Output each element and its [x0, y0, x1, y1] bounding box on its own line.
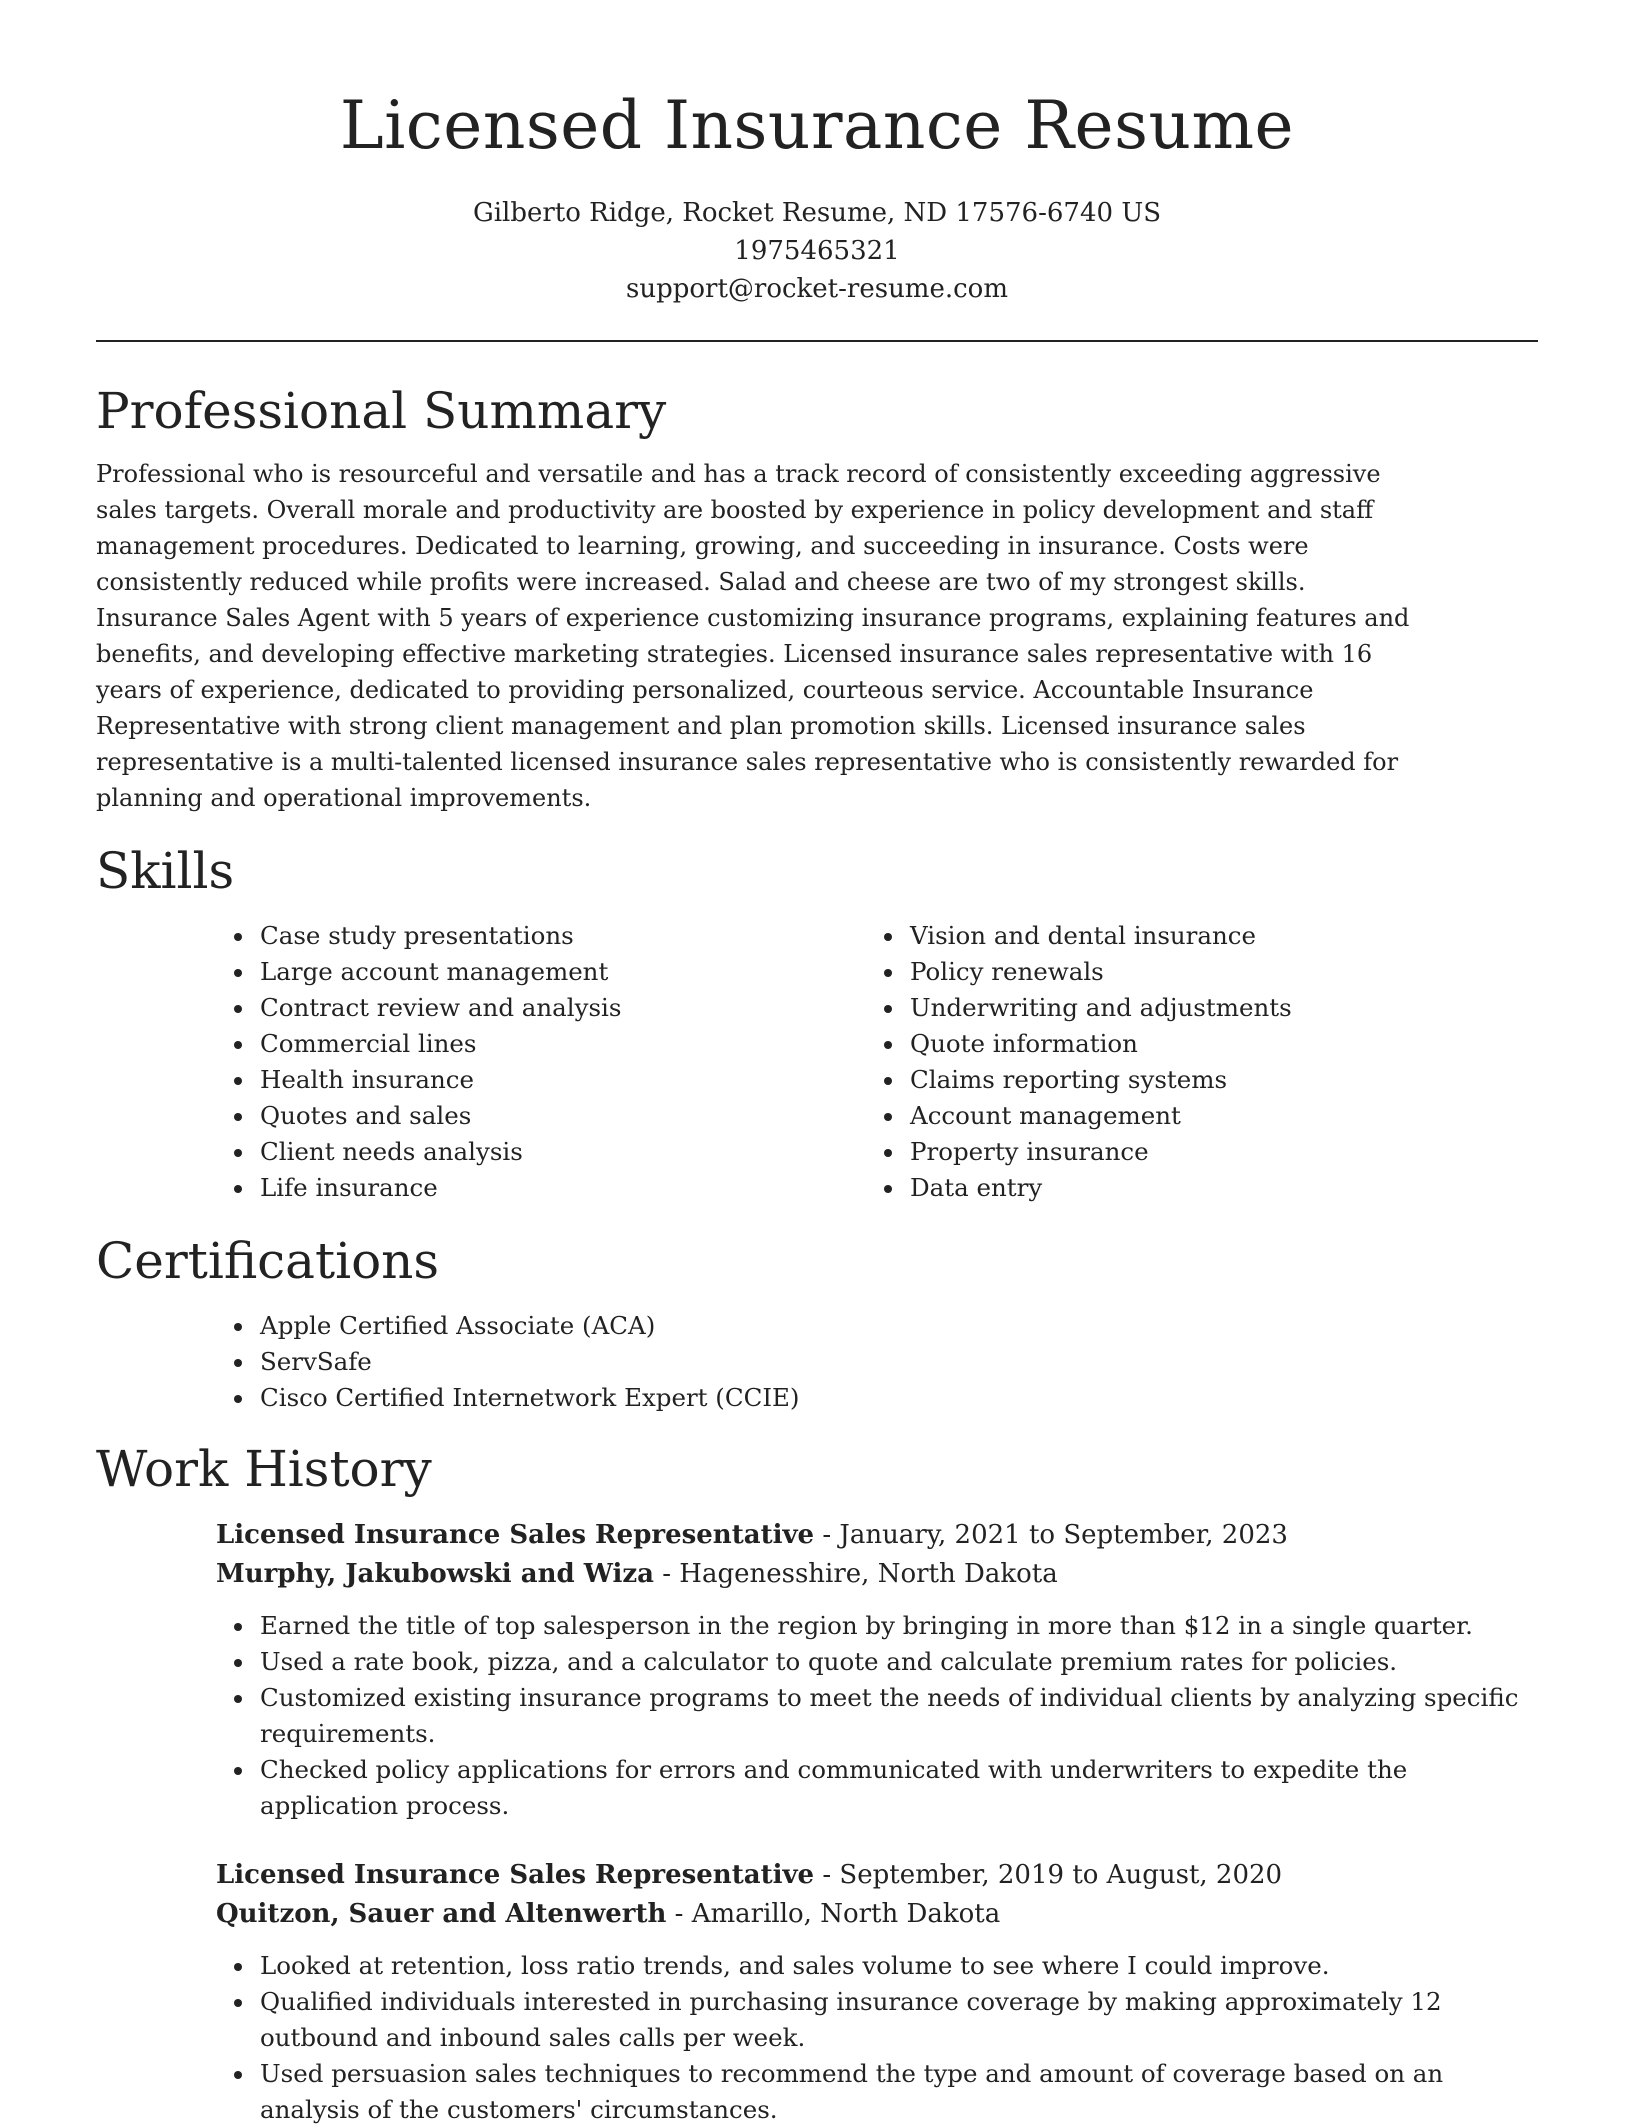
- job-dates: - January, 2021 to September, 2023: [814, 1520, 1288, 1550]
- list-item: Client needs analysis: [260, 1134, 866, 1170]
- skills-list-right: [866, 918, 1516, 1206]
- skills-column-left: [216, 918, 866, 1206]
- list-item: Account management: [910, 1098, 1516, 1134]
- job-company-line: [216, 1555, 1538, 1594]
- certifications-list: [216, 1308, 1538, 1416]
- list-item: Data entry: [910, 1170, 1516, 1206]
- list-item: Case study presentations: [260, 918, 866, 954]
- job-entry: [216, 1516, 1538, 1824]
- list-item: ServSafe: [260, 1344, 1538, 1380]
- job-title-line: [216, 1856, 1538, 1895]
- resume-title: Licensed Insurance Resume: [339, 87, 1295, 164]
- list-item: Commercial lines: [260, 1026, 866, 1062]
- skills-list-left: [216, 918, 866, 1206]
- summary-section: [96, 380, 1538, 816]
- list-item: Life insurance: [260, 1170, 866, 1206]
- summary-heading: Professional Summary: [96, 382, 667, 440]
- list-item: Large account management: [260, 954, 866, 990]
- phone: 1975465321: [734, 236, 900, 266]
- job-dates: - September, 2019 to August, 2020: [814, 1860, 1283, 1890]
- skills-heading: Skills: [96, 842, 235, 900]
- certifications-section: [96, 1230, 1538, 1416]
- job-entry: [216, 1856, 1538, 2128]
- list-item: Underwriting and adjustments: [910, 990, 1516, 1026]
- skills-section: [96, 840, 1538, 1206]
- certifications-heading: Certifications: [96, 1232, 440, 1290]
- summary-text: Professional who is resourceful and versatile and has a track record of consistently exceeding aggressive sales targets. Overall morale and productivity are boosted by experience in policy development and staff management procedures. Dedicated to learning, growing, and succeeding in insurance. Costs were consistently reduced while profits were increased. Salad and cheese are two of my strongest skills. Insurance Sales Agent with 5 years of experience customizing insurance programs, explaining features and benefits, and developing effective marketing strategies. Licensed insurance sales representative with 16 years of experience, dedicated to providing personalized, courteous service. Accountable Insurance Representative with strong client management and plan promotion skills. Licensed insurance sales representative is a multi-talented licensed insurance sales representative who is consistently rewarded for planning and operational improvements.: [96, 460, 1410, 812]
- job-title-line: [216, 1516, 1538, 1555]
- job-bullets: [216, 1948, 1538, 2128]
- job-bullets: [216, 1608, 1538, 1824]
- header-divider: [96, 340, 1538, 342]
- list-item: Customized existing insurance programs to meet the needs of individual clients by analyzing specific requirements.: [260, 1680, 1538, 1752]
- list-item: Used persuasion sales techniques to recommend the type and amount of coverage based on an analysis of the customers' circumstances.: [260, 2056, 1538, 2128]
- job-location: - Amarillo, North Dakota: [666, 1899, 1001, 1929]
- list-item: Used a rate book, pizza, and a calculator to quote and calculate premium rates for policies.: [260, 1644, 1538, 1680]
- list-item: Apple Certified Associate (ACA): [260, 1308, 1538, 1344]
- address: Gilberto Ridge, Rocket Resume, ND 17576-6740 US: [472, 198, 1162, 228]
- resume-page: [96, 0, 1538, 2128]
- job-company: Quitzon, Sauer and Altenwerth: [216, 1899, 667, 1929]
- job-location: - Hagenesshire, North Dakota: [653, 1559, 1058, 1589]
- job-company-line: [216, 1895, 1538, 1934]
- email: support@rocket-resume.com: [625, 274, 1008, 304]
- list-item: Quotes and sales: [260, 1098, 866, 1134]
- list-item: Property insurance: [910, 1134, 1516, 1170]
- job-title: Licensed Insurance Sales Representative: [216, 1860, 815, 1890]
- job-title: Licensed Insurance Sales Representative: [216, 1520, 815, 1550]
- job-company: Murphy, Jakubowski and Wiza: [216, 1559, 654, 1589]
- list-item: Quote information: [910, 1026, 1516, 1062]
- skills-grid: [216, 918, 1538, 1206]
- contact-block: [96, 194, 1538, 308]
- work-history-heading: Work History: [96, 1440, 432, 1498]
- list-item: Contract review and analysis: [260, 990, 866, 1026]
- list-item: Vision and dental insurance: [910, 918, 1516, 954]
- skills-column-right: [866, 918, 1516, 1206]
- list-item: Health insurance: [260, 1062, 866, 1098]
- list-item: Cisco Certified Internetwork Expert (CCIE): [260, 1380, 1538, 1416]
- list-item: Looked at retention, loss ratio trends, and sales volume to see where I could improve.: [260, 1948, 1538, 1984]
- list-item: Earned the title of top salesperson in the region by bringing in more than $12 in a single quarter.: [260, 1608, 1538, 1644]
- work-history-section: [96, 1438, 1538, 2128]
- list-item: Qualified individuals interested in purchasing insurance coverage by making approximately 12 outbound and inbound sales calls per week.: [260, 1984, 1538, 2056]
- resume-header: [96, 0, 1538, 308]
- list-item: Checked policy applications for errors and communicated with underwriters to expedite the application process.: [260, 1752, 1538, 1824]
- list-item: Policy renewals: [910, 954, 1516, 990]
- list-item: Claims reporting systems: [910, 1062, 1516, 1098]
